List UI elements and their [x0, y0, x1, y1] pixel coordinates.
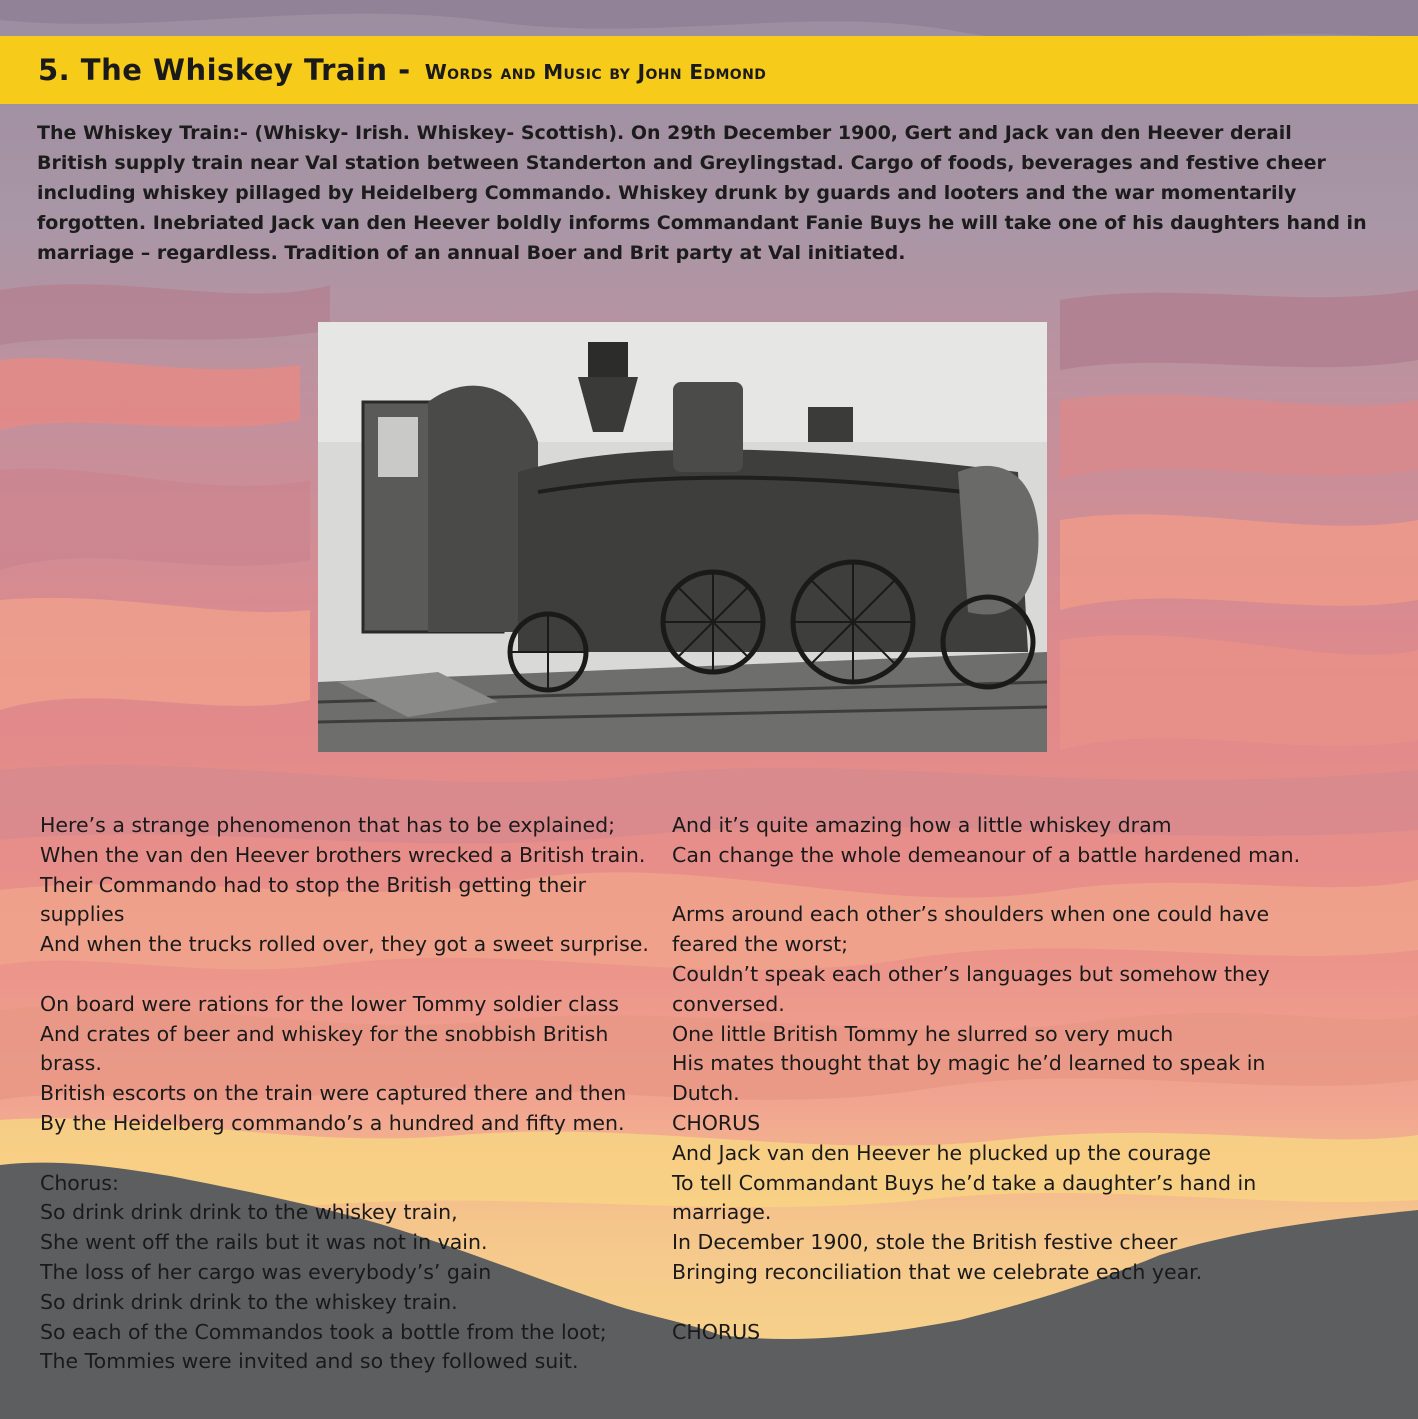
- lyric-line: Their Commando had to stop the British getting their supplies: [40, 872, 587, 927]
- lyric-line: So drink drink drink to the whiskey train.: [40, 1289, 458, 1314]
- lyrics-left-column: [40, 811, 658, 1377]
- locomotive-illustration: [318, 322, 1047, 752]
- lyric-line: To tell Commandant Buys he’d take a daughter’s hand in marriage.: [672, 1170, 1257, 1225]
- lyric-line: Couldn’t speak each other’s languages but somehow they conversed.: [672, 961, 1270, 1016]
- lyric-line: In December 1900, stole the British festive cheer: [672, 1230, 1178, 1255]
- lyric-line: British escorts on the train were captured there and then: [40, 1081, 627, 1106]
- page-subtitle: Words and Music by John Edmond: [424, 60, 767, 84]
- lyric-line: The loss of her cargo was everybody’s’ gain: [40, 1259, 492, 1284]
- lyric-line: She went off the rails but it was not in vain.: [40, 1230, 488, 1255]
- lyric-line: Can change the whole demeanour of a battle hardened man.: [672, 842, 1301, 867]
- lyric-line: By the Heidelberg commando’s a hundred and fifty men.: [40, 1110, 625, 1135]
- lyric-line: So each of the Commandos took a bottle from the loot;: [40, 1319, 607, 1344]
- lyric-line: Arms around each other’s shoulders when one could have feared the worst;: [672, 902, 1270, 957]
- chorus-marker: CHORUS: [672, 1110, 761, 1135]
- title-banner: [0, 36, 1418, 104]
- lyric-line: So drink drink drink to the whiskey train,: [40, 1200, 458, 1225]
- wrecked-locomotive-photo: [318, 322, 1047, 752]
- lyric-line: Here’s a strange phenomenon that has to be explained;: [40, 813, 616, 837]
- lyrics-right-column: [672, 811, 1322, 1347]
- chorus-heading: Chorus:: [40, 1170, 119, 1195]
- page-title: 5. The Whiskey Train -: [38, 53, 411, 87]
- lyric-line: When the van den Heever brothers wrecked a British train.: [40, 842, 646, 867]
- lyric-line: Bringing reconciliation that we celebrate each year.: [672, 1259, 1203, 1284]
- lyric-line: One little British Tommy he slurred so very much: [672, 1021, 1174, 1046]
- lyric-line: And crates of beer and whiskey for the snobbish British brass.: [40, 1021, 609, 1076]
- lyric-line: And when the trucks rolled over, they got a sweet surprise.: [40, 932, 649, 957]
- intro-paragraph: The Whiskey Train:- (Whisky- Irish. Whiskey- Scottish). On 29th December 1900, Gert and Jack van den Heever derail British supply train near Val station between Standerton and Greylingstad. Cargo of foods, beverages and festive cheer including whiskey pillaged by Heidelberg Commando. Whiskey drunk by guards and looters and the war momentarily forgotten. Inebriated Jack van den Heever boldly informs Commandant Fanie Buys he will take one of his daughters hand in marriage – regardless. Tradition of an annual Boer and Brit party at Val initiated.: [37, 122, 1367, 264]
- chorus-marker: CHORUS: [672, 1319, 761, 1344]
- lyric-line: And Jack van den Heever he plucked up the courage: [672, 1140, 1211, 1165]
- lyric-line: His mates thought that by magic he’d learned to speak in Dutch.: [672, 1051, 1266, 1106]
- lyric-line: The Tommies were invited and so they followed suit.: [40, 1349, 579, 1374]
- lyric-line: On board were rations for the lower Tommy soldier class: [40, 991, 619, 1016]
- lyric-line: And it’s quite amazing how a little whiskey dram: [672, 813, 1172, 837]
